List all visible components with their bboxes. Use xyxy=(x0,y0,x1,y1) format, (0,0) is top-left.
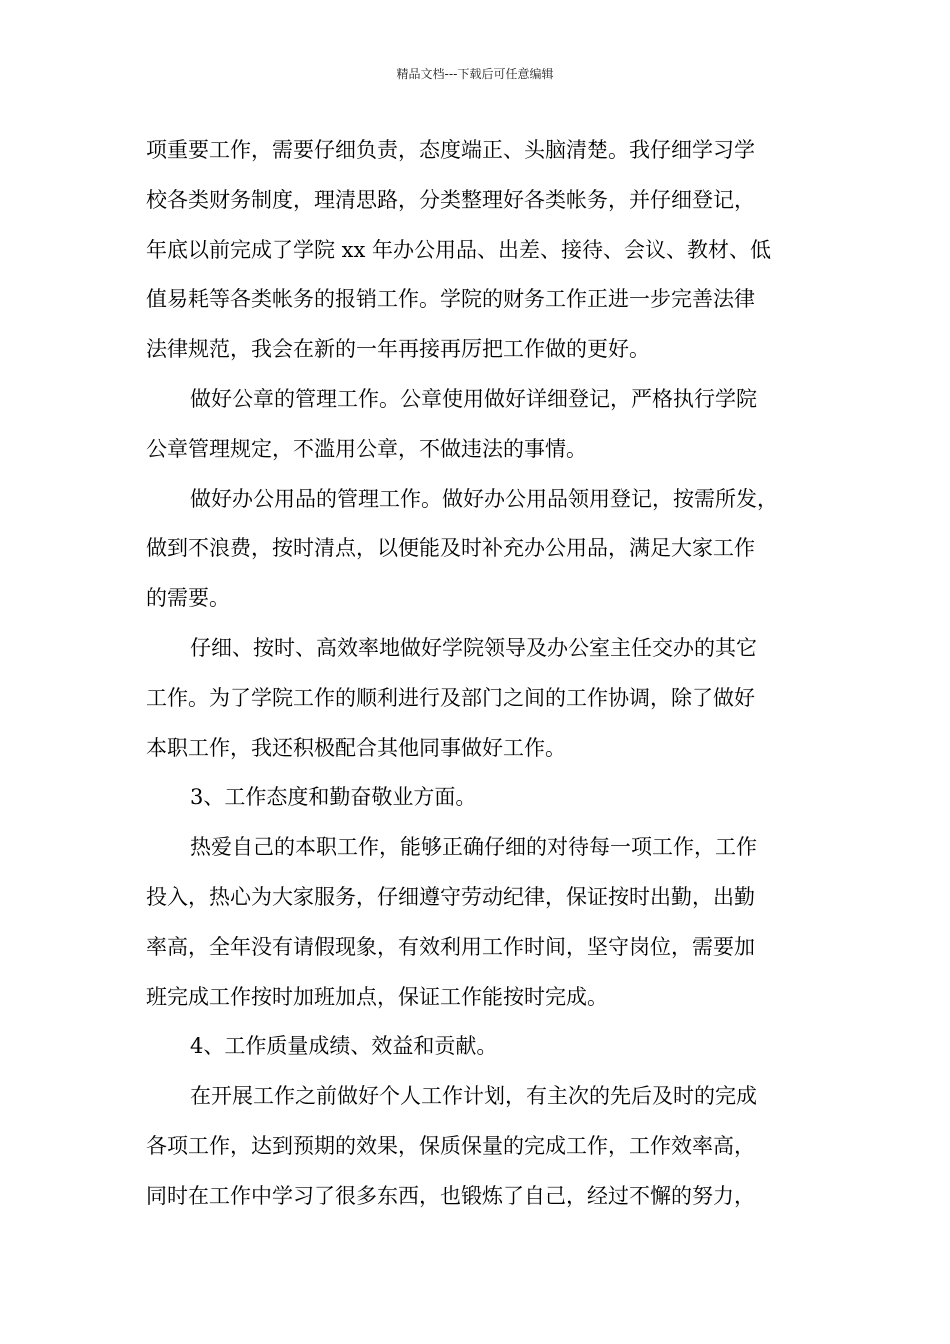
text-line: 班完成工作按时加班加点，保证工作能按时完成。 xyxy=(146,984,608,1009)
document-body xyxy=(146,126,836,1222)
page-header: 精品文档---下载后可任意编辑 xyxy=(396,67,554,81)
text-line: 各项工作，达到预期的效果，保质保量的完成工作，工作效率高， xyxy=(146,1133,755,1158)
paragraph-start-line: 仔细、按时、高效率地做好学院领导及办公室主任交办的其它 xyxy=(190,635,757,660)
text-line: 年底以前完成了学院 xx 年办公用品、出差、接待、会议、教材、低 xyxy=(146,237,772,262)
section-heading: 3、工作态度和勤奋敬业方面。 xyxy=(190,785,477,810)
text-line: 校各类财务制度，理清思路，分类整理好各类帐务，并仔细登记， xyxy=(146,187,755,212)
text-line: 投入，热心为大家服务，仔细遵守劳动纪律，保证按时出勤，出勤 xyxy=(146,884,755,909)
text-line: 公章管理规定，不滥用公章，不做违法的事情。 xyxy=(146,436,587,461)
text-line: 做到不浪费，按时清点，以便能及时补充办公用品，满足大家工作 xyxy=(146,536,755,561)
paragraph-start-line: 做好公章的管理工作。公章使用做好详细登记，严格执行学院 xyxy=(190,386,757,411)
paragraph-start-line: 在开展工作之前做好个人工作计划，有主次的先后及时的完成 xyxy=(190,1084,757,1109)
text-line: 率高，全年没有请假现象，有效利用工作时间，坚守岗位，需要加 xyxy=(146,934,755,959)
text-line: 同时在工作中学习了很多东西，也锻炼了自己，经过不懈的努力， xyxy=(146,1183,755,1208)
text-line: 值易耗等各类帐务的报销工作。学院的财务工作正进一步完善法律 xyxy=(146,287,755,312)
text-line: 本职工作，我还积极配合其他同事做好工作。 xyxy=(146,735,566,760)
section-heading: 4、工作质量成绩、效益和贡献。 xyxy=(190,1034,498,1059)
paragraph-start-line: 热爱自己的本职工作，能够正确仔细的对待每一项工作，工作 xyxy=(190,835,757,860)
paragraph-start-line: 做好办公用品的管理工作。做好办公用品领用登记，按需所发， xyxy=(190,486,778,511)
text-line: 工作。为了学院工作的顺利进行及部门之间的工作协调，除了做好 xyxy=(146,685,755,710)
text-line: 法律规范，我会在新的一年再接再厉把工作做的更好。 xyxy=(146,337,650,362)
text-line: 的需要。 xyxy=(146,586,230,611)
text-line: 项重要工作，需要仔细负责，态度端正、头脑清楚。我仔细学习学 xyxy=(146,138,755,162)
